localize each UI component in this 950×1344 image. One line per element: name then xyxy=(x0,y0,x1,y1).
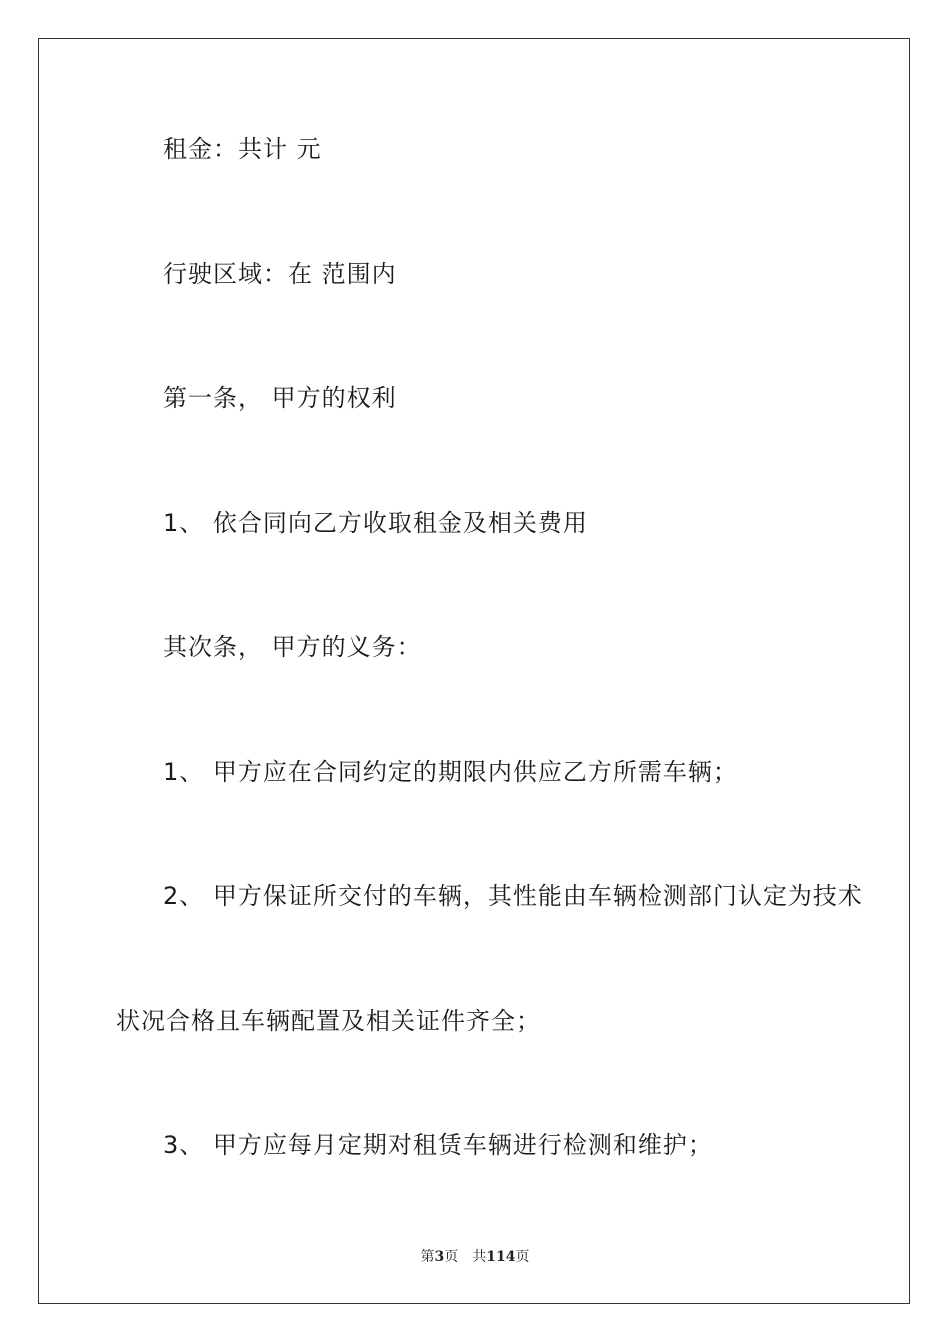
footer-page-number: 3 xyxy=(434,1249,445,1265)
article-2-item-1: 1、 甲方应在合同约定的期限内供应乙方所需车辆； xyxy=(163,758,738,786)
footer-page-suffix: 页 xyxy=(444,1249,459,1265)
article-1-item-1: 1、 依合同向乙方收取租金及相关费用 xyxy=(163,509,588,537)
footer-page-prefix: 第 xyxy=(420,1249,435,1265)
page-border xyxy=(38,38,910,1304)
rent-total-line: 租金：共计 元 xyxy=(163,135,322,163)
article-2-item-2-continued: 状况合格且车辆配置及相关证件齐全； xyxy=(116,1007,541,1035)
article-2-item-3: 3、 甲方应每月定期对租赁车辆进行检测和维护； xyxy=(163,1131,713,1159)
article-1-heading: 第一条， 甲方的权利 xyxy=(163,384,397,412)
page-footer xyxy=(0,1248,950,1266)
footer-total-number: 114 xyxy=(486,1249,516,1265)
footer-total-suffix: 页 xyxy=(515,1249,530,1265)
article-2-item-2: 2、 甲方保证所交付的车辆，其性能由车辆检测部门认定为技术 xyxy=(163,882,863,910)
article-2-heading: 其次条， 甲方的义务： xyxy=(163,633,422,661)
footer-total-prefix: 共 xyxy=(472,1249,487,1265)
driving-area-line: 行驶区域：在 范围内 xyxy=(163,260,397,288)
